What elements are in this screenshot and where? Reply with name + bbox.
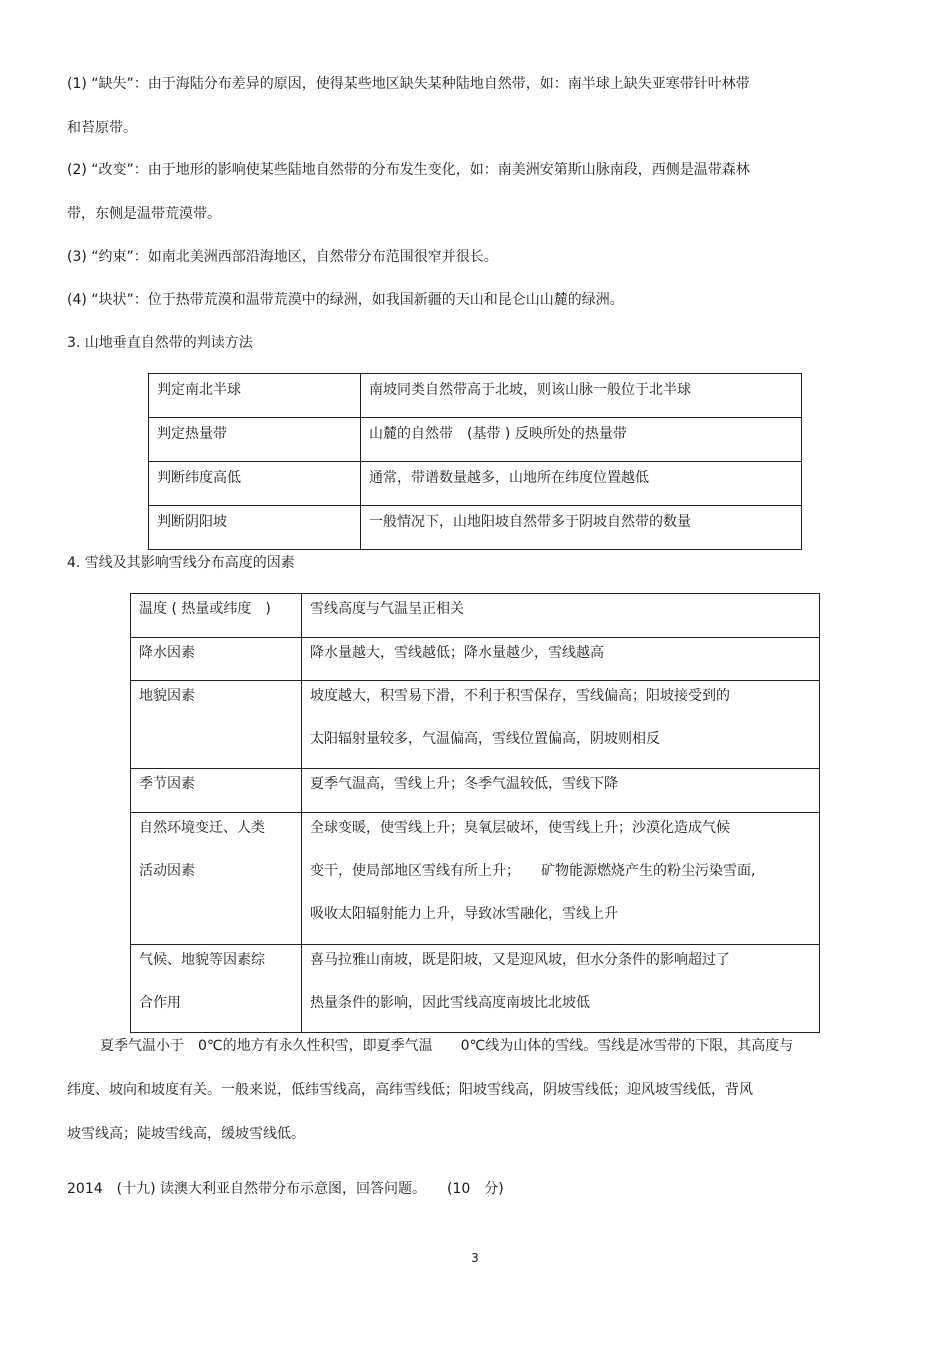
table-row bbox=[149, 462, 802, 506]
table-cell-label bbox=[131, 813, 302, 945]
cell-text: 降水因素 bbox=[139, 645, 195, 661]
cell-text: 雪线高度与气温呈正相关 bbox=[310, 601, 464, 617]
table-cell-label bbox=[131, 681, 302, 769]
table-row bbox=[149, 418, 802, 462]
table-cell-label bbox=[149, 462, 361, 506]
snowline-paragraph-line-2: 纬度、坡向和坡度有关。一般来说，低纬雪线高，高纬雪线低；阳坡雪线高，阴坡雪线低；迎风坡雪线低，背风 bbox=[67, 1082, 753, 1098]
cell-text: 判断阴阳坡 bbox=[157, 514, 227, 530]
table-row bbox=[131, 638, 820, 681]
table-cell-label bbox=[149, 418, 361, 462]
table-cell-label bbox=[131, 638, 302, 681]
table-row bbox=[131, 945, 820, 1033]
table-cell-value bbox=[302, 594, 820, 638]
item-1-line-2: 和苔原带。 bbox=[67, 120, 137, 136]
item-2-line-2: 带，东侧是温带荒漠带。 bbox=[67, 206, 221, 222]
table-cell-value bbox=[361, 506, 802, 550]
cell-text: 喜马拉雅山南坡，既是阳坡，又是迎风坡，但水分条件的影响超过了 bbox=[310, 952, 730, 968]
item-3: (3) “约束”：如南北美洲西部沿海地区，自然带分布范围很窄并很长。 bbox=[67, 249, 498, 265]
cell-text: 夏季气温高，雪线上升；冬季气温较低，雪线下降 bbox=[310, 776, 618, 792]
section-4-heading: 4. 雪线及其影响雪线分布高度的因素 bbox=[67, 555, 295, 571]
cell-text: 热量条件的影响，因此雪线高度南坡比北坡低 bbox=[310, 995, 590, 1011]
cell-text: 地貌因素 bbox=[139, 688, 195, 704]
cell-text: 吸收太阳辐射能力上升，导致冰雪融化，雪线上升 bbox=[310, 906, 618, 922]
table-cell-value bbox=[302, 638, 820, 681]
table-cell-value bbox=[361, 462, 802, 506]
cell-text: 南坡同类自然带高于北坡，则该山脉一般位于北半球 bbox=[369, 382, 691, 398]
table-row bbox=[149, 506, 802, 550]
table-cell-label bbox=[131, 769, 302, 813]
cell-text: 太阳辐射量较多，气温偏高，雪线位置偏高，阴坡则相反 bbox=[310, 731, 660, 747]
table-cell-value bbox=[302, 813, 820, 945]
table-row bbox=[149, 374, 802, 418]
table-cell-value bbox=[302, 769, 820, 813]
table-cell-label bbox=[149, 506, 361, 550]
cell-text: 判断纬度高低 bbox=[157, 470, 241, 486]
section-3-heading: 3. 山地垂直自然带的判读方法 bbox=[67, 335, 253, 351]
cell-text: 温度 ( 热量或纬度 ) bbox=[139, 601, 271, 617]
cell-text: 季节因素 bbox=[139, 776, 195, 792]
table-cell-label bbox=[131, 594, 302, 638]
page-number: 3 bbox=[471, 1251, 479, 1265]
table-cell-value bbox=[361, 418, 802, 462]
table-cell-label bbox=[131, 945, 302, 1033]
item-2-line-1: (2) “改变”：由于地形的影响使某些陆地自然带的分布发生变化，如：南美洲安第斯山脉南段，西侧是温带森林 bbox=[67, 162, 750, 178]
cell-text: 全球变暖，使雪线上升；臭氧层破坏，使雪线上升；沙漠化造成气候 bbox=[310, 820, 730, 836]
cell-text: 坡度越大，积雪易下滑，不利于积雪保存，雪线偏高；阳坡接受到的 bbox=[310, 688, 730, 704]
cell-text: 气候、地貌等因素综 bbox=[139, 952, 265, 968]
item-1-line-1: (1) “缺失”：由于海陆分布差异的原因，使得某些地区缺失某种陆地自然带，如：南半球上缺失亚寒带针叶林带 bbox=[67, 76, 750, 92]
table-row bbox=[131, 594, 820, 638]
cell-text: 合作用 bbox=[139, 995, 181, 1011]
snowline-paragraph-line-1: 夏季气温小于 0℃的地方有永久性积雪，即夏季气温 0℃线为山体的雪线。雪线是冰雪带的下限，其高度与 bbox=[100, 1038, 794, 1054]
table-cell-value bbox=[361, 374, 802, 418]
table-row bbox=[131, 813, 820, 945]
cell-text: 山麓的自然带 (基带 ) 反映所处的热量带 bbox=[369, 426, 627, 442]
cell-text: 降水量越大，雪线越低；降水量越少，雪线越高 bbox=[310, 645, 604, 661]
cell-text: 通常，带谱数量越多，山地所在纬度位置越低 bbox=[369, 470, 649, 486]
cell-text: 变干，使局部地区雪线有所上升； 矿物能源燃烧产生的粉尘污染雪面, bbox=[310, 863, 756, 879]
cell-text: 自然环境变迁、人类 bbox=[139, 820, 265, 836]
table-cell-value bbox=[302, 681, 820, 769]
mountain-zone-table bbox=[148, 373, 802, 550]
cell-text: 判定南北半球 bbox=[157, 382, 241, 398]
snowline-factors-table bbox=[130, 593, 820, 1033]
cell-text: 一般情况下，山地阳坡自然带多于阴坡自然带的数量 bbox=[369, 514, 691, 530]
cell-text: 判定热量带 bbox=[157, 426, 227, 442]
table-row bbox=[131, 769, 820, 813]
question-line: 2014 (十九) 读澳大利亚自然带分布示意图，回答问题。 (10 分) bbox=[67, 1181, 504, 1197]
table-cell-label bbox=[149, 374, 361, 418]
item-4: (4) “块状”：位于热带荒漠和温带荒漠中的绿洲，如我国新疆的天山和昆仑山山麓的绿洲。 bbox=[67, 292, 624, 308]
cell-text: 活动因素 bbox=[139, 863, 195, 879]
table-cell-value bbox=[302, 945, 820, 1033]
table-row bbox=[131, 681, 820, 769]
snowline-paragraph-line-3: 坡雪线高；陡坡雪线高，缓坡雪线低。 bbox=[67, 1126, 305, 1142]
